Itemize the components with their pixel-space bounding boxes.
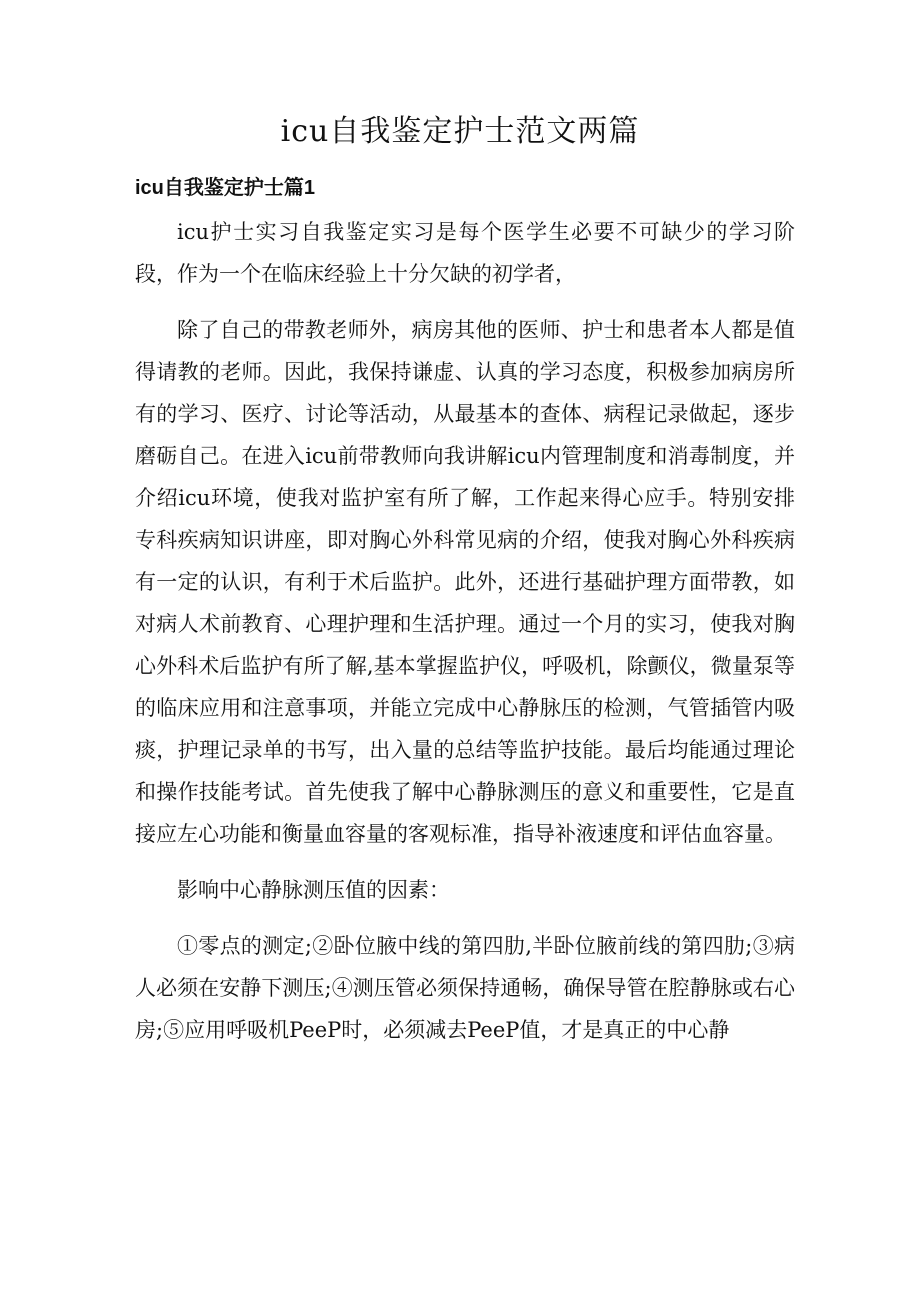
paragraph-intro: icu护士实习自我鉴定实习是每个医学生必要不可缺少的学习阶段，作为一个在临床经验上十分欠缺的初学者， — [135, 220, 795, 286]
paragraph-factors-heading: 影响中心静脉测压值的因素： — [177, 878, 450, 902]
document-title: icu自我鉴定护士范文两篇 — [280, 114, 640, 149]
section-heading: icu自我鉴定护士篇1 — [135, 177, 316, 199]
paragraph-factors-list: ①零点的测定;②卧位腋中线的第四肋,半卧位腋前线的第四肋;③病人必须在安静下测压;④测压管必须保持通畅，确保导管在腔静脉或右心房;⑤应用呼吸机PeeP时，必须减去PeeP值，才是真正的中心静 — [135, 934, 795, 1042]
document-body — [135, 211, 795, 1065]
paragraph-main: 除了自己的带教老师外，病房其他的医师、护士和患者本人都是值得请教的老师。因此，我保持谦虚、认真的学习态度，积极参加病房所有的学习、医疗、讨论等活动，从最基本的查体、病程记录做起，逐步磨砺自己。在进入icu前带教师向我讲解icu内管理制度和消毒制度，并介绍icu环境，使我对监护室有所了解，工作起来得心应手。特别安排专科疾病知识讲座，即对胸心外科常见病的介绍，使我对胸心外科疾病有一定的认识，有利于术后监护。此外，还进行基础护理方面带教，如对病人术前教育、心理护理和生活护理。通过一个月的实习，使我对胸心外科术后监护有所了解,基本掌握监护仪，呼吸机，除颤仪，微量泵等的临床应用和注意事项，并能立完成中心静脉压的检测，气管插管内吸痰，护理记录单的书写，出入量的总结等监护技能。最后均能通过理论和操作技能考试。首先使我了解中心静脉测压的意义和重要性，它是直接应左心功能和衡量血容量的客观标准，指导补液速度和评估血容量。 — [135, 318, 795, 846]
